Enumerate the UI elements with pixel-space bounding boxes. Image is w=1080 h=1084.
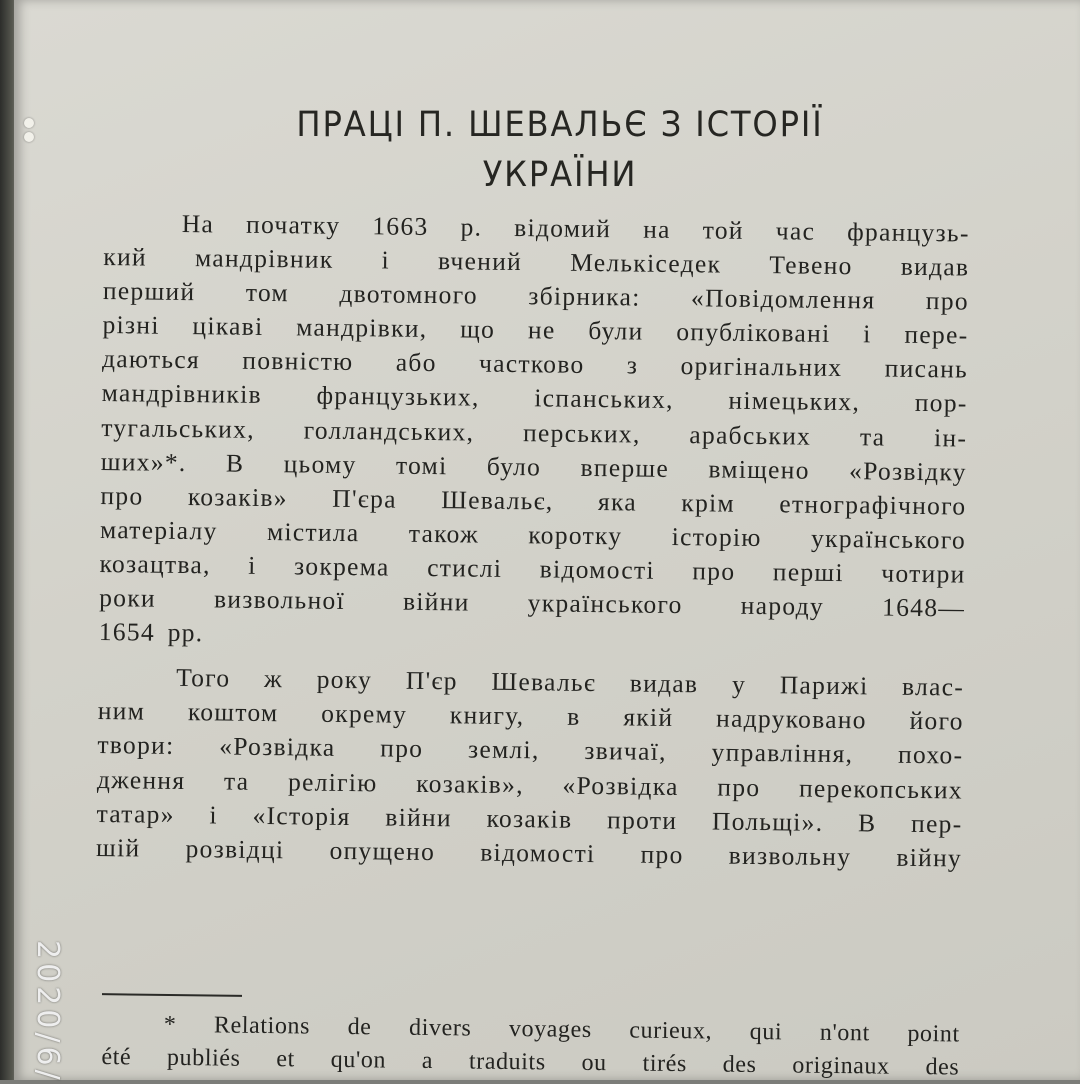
body-text [96, 206, 970, 875]
text-line: твори: «Розвідка про землі, звичаї, управління, похо- [97, 730, 964, 770]
text-line: даються повністю або частково з оригінальних писань [101, 344, 969, 384]
text-line: кий мандрівник і вчений Мелькіседек Тевено видав [103, 242, 970, 282]
text-line: ших»*. В цьому томі було вперше вміщено «Розвідку [100, 446, 967, 487]
chapter-heading-line-1: ПРАЦІ П. ШЕВАЛЬЄ З ІСТОРІЇ [296, 105, 824, 145]
text-line: шій розвідці опущено відомості про визвольну війну [95, 832, 963, 873]
text-line: мандрівників французьких, іспанських, німецьких, пор- [101, 378, 968, 419]
text-line: козацтва, і зокрема стислі відомості про перші чотири [99, 548, 966, 589]
binding-hole [24, 132, 34, 142]
text-line: ним коштом окрему книгу, в якій надруковано його [97, 696, 964, 736]
text-line: 1654 рр. [98, 617, 204, 648]
text-line: тугальських, голландських, перських, арабських та ін- [101, 412, 968, 453]
photo-date-stamp: 2020/6/ [30, 940, 65, 1084]
footnote-line: été publiés et qu'on a traduits ou tirés des originaux des [101, 1043, 960, 1081]
footnote-line: * Relations de divers voyages curieux, qui n'ont point [163, 1011, 960, 1048]
text-line: татар» і «Історія війни козаків проти Польщі». В пер- [96, 798, 963, 839]
text-line: перший том двотомного збірника: «Повідомлення про [102, 276, 970, 316]
text-line: дження та релігію козаків», «Розвідка про перекопських [96, 764, 964, 805]
paragraph-2 [96, 660, 964, 875]
chapter-heading-line-2: УКРАЇНИ [482, 155, 638, 195]
text-line: матеріалу містила також коротку історію українського [99, 514, 967, 555]
text-line: про козаків» П'єра Шевальє, яка крім етнографічного [100, 480, 967, 521]
text-line: Того ж року П'єр Шевальє видав у Парижі влас- [176, 663, 965, 702]
footnote [101, 1008, 960, 1084]
paragraph-1 [99, 206, 970, 660]
binding-hole [24, 118, 34, 128]
chapter-heading [155, 100, 965, 200]
text-line: роки визвольної війни українського народу 1648— [99, 583, 966, 623]
text-line: На початку 1663 р. відомий на той час французь- [181, 208, 970, 248]
text-line: різні цікаві мандрівки, що не були опубліковані і пере- [102, 310, 969, 350]
